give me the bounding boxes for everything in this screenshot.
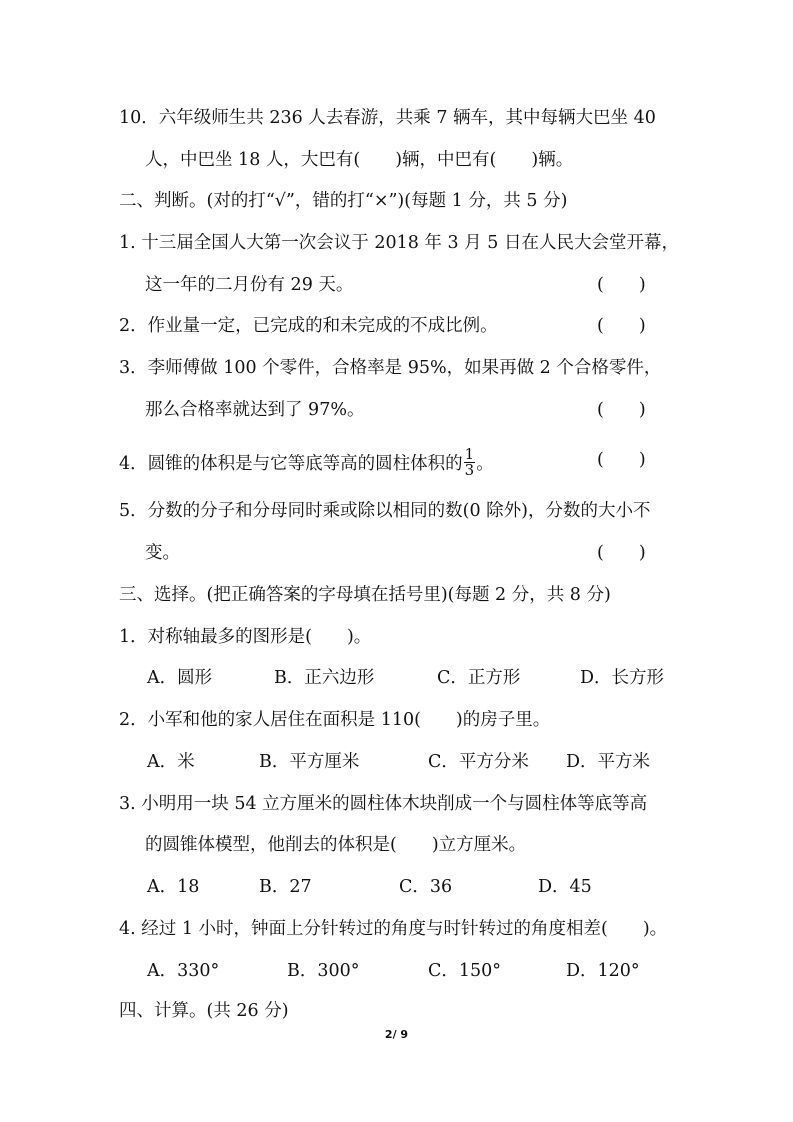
s3-item3-option-c[interactable]: C．36 — [399, 877, 453, 897]
s2-item2-line1: 2．作业量一定，已完成的和未完成的不成比例。 — [119, 316, 498, 336]
section2-heading: 二、判断。(对的打“√”，错的打“×”)(每题 1 分，共 5 分) — [119, 191, 568, 211]
s3-item1-option-c[interactable]: C．正方形 — [437, 668, 521, 688]
s3-item3-option-b[interactable]: B．27 — [259, 877, 312, 897]
s3-item4-stem: 4. 经过 1 小时，钟面上分针转过的角度与时针转过的角度相差( )。 — [119, 919, 668, 939]
s2-item3-line2: 那么合格率就达到了 97%。 — [145, 400, 365, 420]
fraction-denominator: 3 — [464, 461, 475, 479]
s2-item2-answer-paren[interactable]: ( ) — [597, 316, 646, 336]
s2-item1-line2: 这一年的二月份有 29 天。 — [145, 275, 354, 295]
s3-item3-stem: 3. 小明用一块 54 立方厘米的圆柱体木块削成一个与圆柱体等底等高 — [119, 794, 648, 814]
s2-item4-line1 — [119, 445, 494, 480]
s3-item4-option-b[interactable]: B．300° — [287, 961, 360, 981]
s2-item4-answer-paren[interactable]: ( ) — [597, 450, 646, 470]
fraction-one-third — [464, 447, 476, 478]
s3-item3-option-a[interactable]: A．18 — [147, 877, 200, 897]
s2-item5-line1: 5．分数的分子和分母同时乘或除以相同的数(0 除外)，分数的大小不 — [119, 501, 651, 521]
s3-item1-option-a[interactable]: A．圆形 — [147, 668, 213, 688]
s3-item4-option-a[interactable]: A．330° — [147, 961, 220, 981]
s2-item4-end: 。 — [476, 454, 494, 474]
q10-line-2: 人，中巴坐 18 人，大巴有( )辆，中巴有( )辆。 — [145, 150, 574, 170]
s3-item2-option-d[interactable]: D．平方米 — [566, 752, 651, 772]
s2-item5-answer-paren[interactable]: ( ) — [597, 543, 646, 563]
section3-heading: 三、选择。(把正确答案的字母填在括号里)(每题 2 分，共 8 分) — [119, 585, 611, 605]
s3-item4-option-d[interactable]: D．120° — [566, 961, 640, 981]
s2-item5-line2: 变。 — [145, 543, 180, 563]
s3-item1-option-d[interactable]: D．长方形 — [580, 668, 665, 688]
s3-item2-option-c[interactable]: C．平方分米 — [428, 752, 529, 772]
s3-item1-stem: 1．对称轴最多的图形是( )。 — [119, 627, 372, 647]
s2-item4-text: 4．圆锥的体积是与它等底等高的圆柱体积的 — [119, 454, 463, 474]
s2-item3-answer-paren[interactable]: ( ) — [597, 400, 646, 420]
section4-heading: 四、计算。(共 26 分) — [119, 1001, 289, 1021]
s3-item1-option-b[interactable]: B．正六边形 — [274, 668, 375, 688]
s3-item2-option-a[interactable]: A．米 — [147, 752, 195, 772]
s3-item3-option-d[interactable]: D．45 — [538, 877, 592, 897]
s2-item1-line1: 1. 十三届全国人大第一次会议于 2018 年 3 月 5 日在人民大会堂开幕， — [119, 233, 679, 253]
q10-line-1: 10．六年级师生共 236 人去春游，共乘 7 辆车，其中每辆大巴坐 40 — [119, 108, 656, 128]
s2-item3-line1: 3．李师傅做 100 个零件，合格率是 95%，如果再做 2 个合格零件， — [119, 358, 662, 378]
s3-item2-stem: 2．小军和他的家人居住在面积是 110( )的房子里。 — [119, 710, 551, 730]
s3-item2-option-b[interactable]: B．平方厘米 — [259, 752, 360, 772]
s3-item4-option-c[interactable]: C．150° — [428, 961, 502, 981]
fraction-numerator: 1 — [464, 445, 475, 463]
s3-item3-stem-line2: 的圆锥体模型，他削去的体积是( )立方厘米。 — [145, 835, 527, 855]
s2-item1-answer-paren[interactable]: ( ) — [597, 275, 646, 295]
page-number: 2/ 9 — [384, 1028, 409, 1041]
